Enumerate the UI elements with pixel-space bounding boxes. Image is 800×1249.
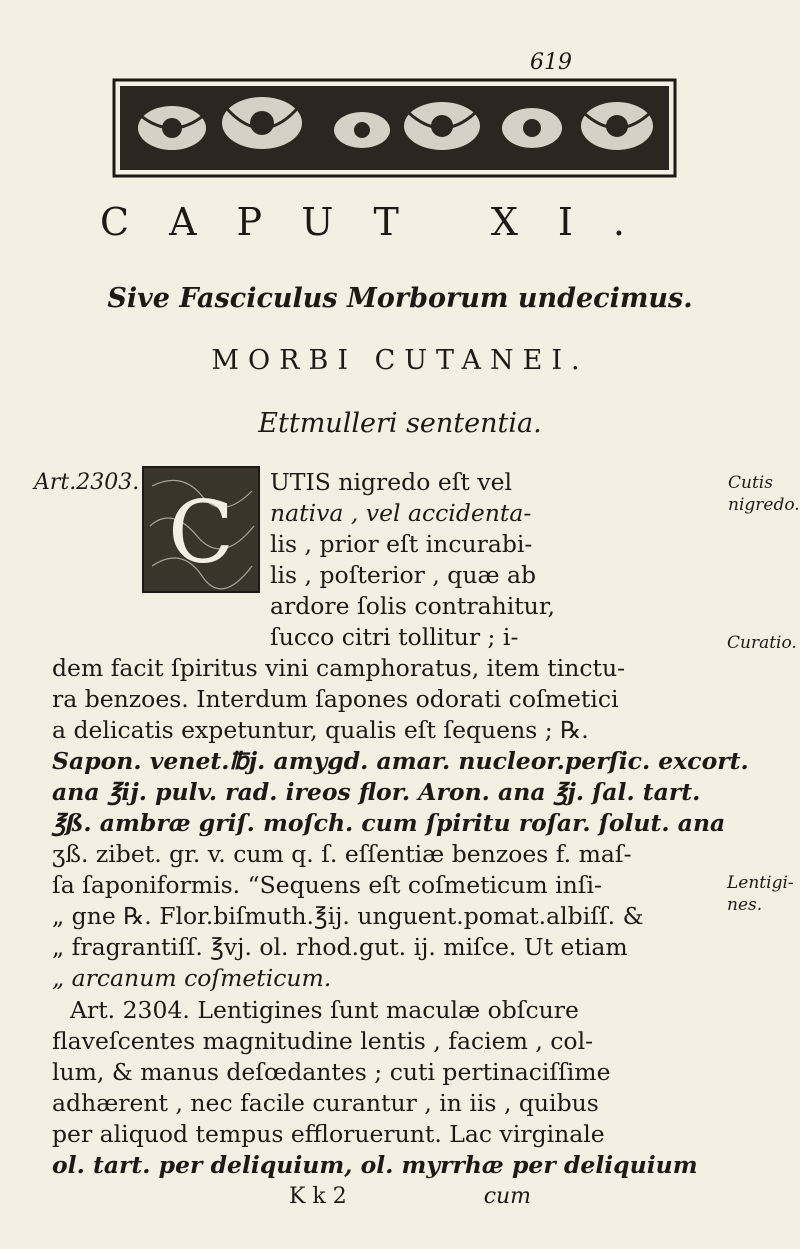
text-line: UTIS nigredo eſt vel (270, 468, 513, 496)
margin-note-lentigines: Lentigi- nes. (727, 873, 794, 915)
text-line: nativa , vel accidenta- (270, 499, 532, 527)
text-line: „ arcanum coſmeticum. (52, 964, 332, 992)
text-line: ra benzoes. Interdum ſapones odorati coſmetici (52, 685, 619, 713)
section-heading: MORBI CUTANEI. (211, 345, 589, 376)
text-line: „ fragrantiſſ. ℥vj. ol. rhod.gut. ij. miſce. Ut etiam (52, 933, 628, 961)
text-line: Art. 2304. Lentigines ſunt maculæ obſcure (70, 996, 579, 1024)
text-line: lis , poſterior , quæ ab (270, 561, 537, 589)
text-line: dem facit ſpiritus vini camphoratus, item tinctu- (52, 654, 626, 682)
chapter-heading: CAPUT XI. (100, 200, 666, 244)
chapter-subtitle: Sive Fasciculus Morborum undecimus. (107, 283, 693, 314)
text-line: Sapon. venet.℔j. amygd. amar. nucleor.perſic. excort. (52, 747, 749, 775)
text-line: ſucco citri tollitur ; i- (270, 623, 519, 651)
text-line: ana ℥ij. pulv. rad. ireos flor. Aron. ana ℥j. ſal. tart. (52, 778, 701, 806)
text-line: „ gne ℞. Flor.biſmuth.℥ij. unguent.pomat.albiſſ. & (52, 902, 644, 930)
article-number: Art.2303. (34, 470, 140, 495)
folio-number: 619 (530, 50, 572, 75)
text-line: flaveſcentes magnitudine lentis , faciem , col- (52, 1027, 594, 1055)
text-line: a delicatis expetuntur, qualis eſt ſequens ; ℞. (52, 716, 589, 744)
signature-mark: K k 2 (288, 1184, 347, 1209)
margin-note-curatio: Curatio. (727, 633, 797, 653)
text-line: ardore ſolis contrahitur, (270, 592, 555, 620)
footer (0, 1184, 800, 1209)
catchword: cum (483, 1184, 532, 1209)
text-line: per aliquod tempus effloruerunt. Lac virginale (52, 1120, 605, 1148)
text-line: adhærent , nec facile curantur , in iis , quibus (52, 1089, 599, 1117)
text-line: ol. tart. per deliquium, ol. myrrhæ per deliquium (52, 1151, 698, 1179)
text-line: ſa ſaponiformis. “Sequens eſt coſmeticum inſi- (52, 871, 602, 899)
margin-note-cutis: Cutis nigredo. (728, 473, 800, 515)
ornamental-headpiece (112, 78, 677, 178)
initial-letter: C (168, 483, 234, 583)
decorated-initial (142, 466, 260, 593)
text-line: ℥ß. ambræ griſ. moſch. cum ſpiritu roſar. ſolut. ana (52, 809, 726, 837)
text-line: lis , prior eſt incurabi- (270, 530, 533, 558)
text-line: ʒß. zibet. gr. v. cum q. ſ. eſſentiæ benzoes f. maſ- (52, 840, 632, 868)
text-line: lum, & manus deſœdantes ; cuti pertinaciſſime (52, 1058, 611, 1086)
attribution: Ettmulleri sententia. (258, 408, 542, 439)
